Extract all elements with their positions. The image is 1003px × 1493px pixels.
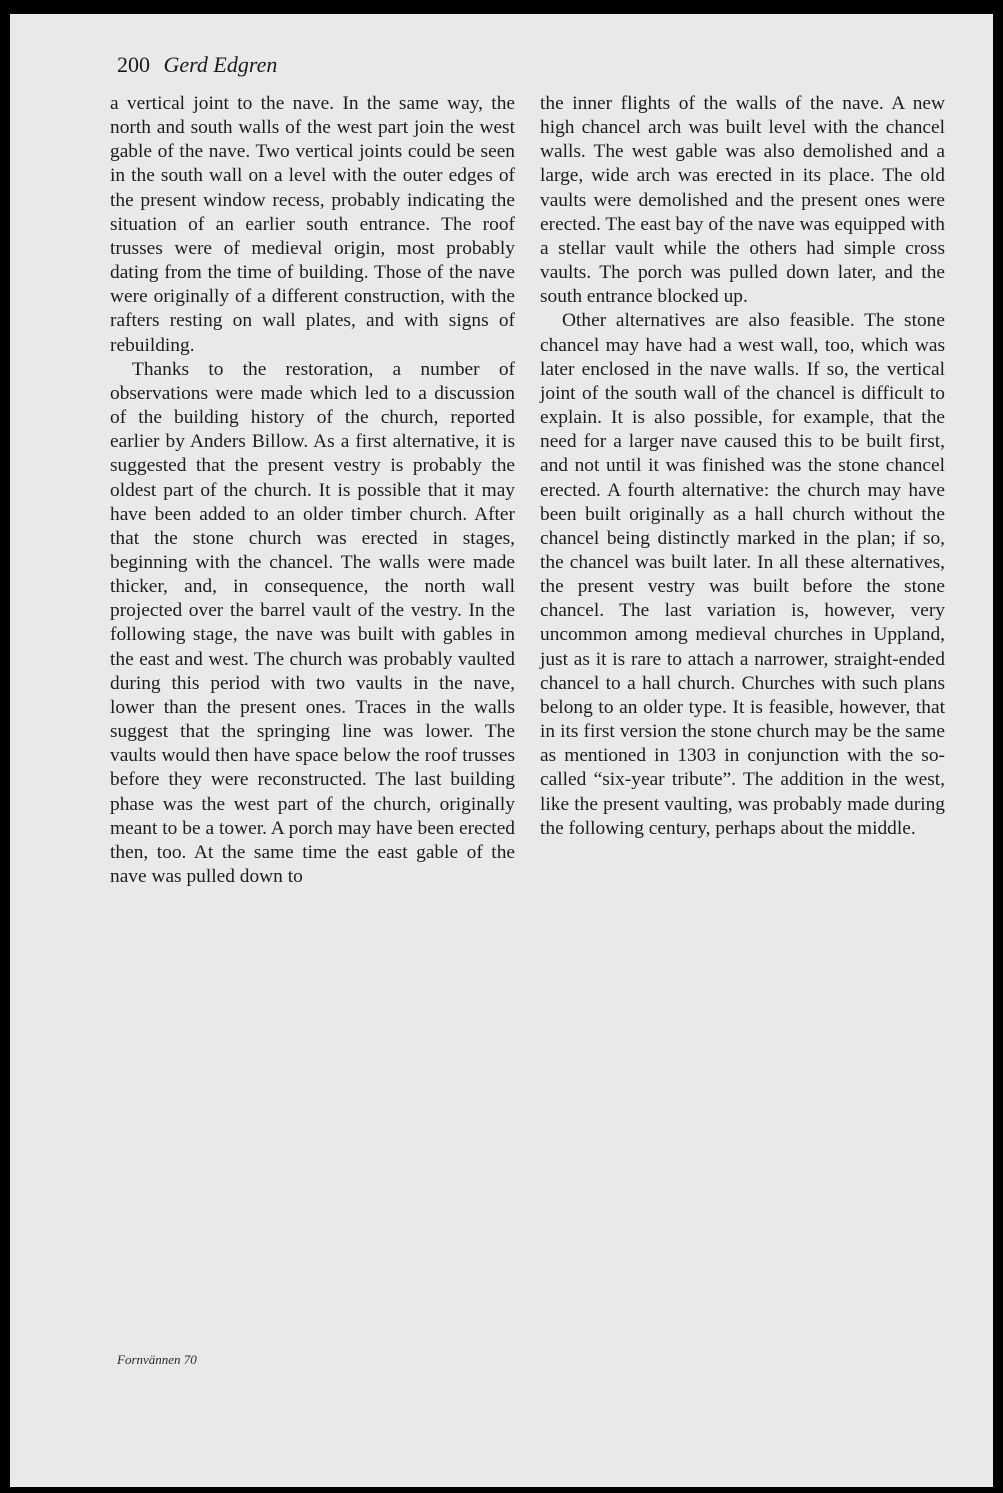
paragraph: Thanks to the restoration, a number of observations were made which led to a discussion of the building history of the church, reported earlier by Anders Billow. As a first alternative, it is suggested that the present vestry is probably the oldest part of the church. It is possible that it may have been added to an older timber church. After that the stone church was erected in stages, beginning with the chancel. The walls were made thicker, and, in consequence, the north wall projected over the barrel vault of the vestry. In the following stage, the nave was built with gables in the east and west. The church was probably vaulted during this period with two vaults in the nave, lower than the present ones. Traces in the walls suggest that the springing line was lower. The vaults would then have space below the roof trusses before they were reconstructed. The last building phase was the west part of the church, originally meant to be a tower. A porch may have been erected then, too. At the same time the east gable of the nave was pulled down to bbox=[110, 358, 515, 887]
author-name: Gerd Edgren bbox=[163, 52, 278, 77]
journal-footer: Fornvännen 70 bbox=[117, 1352, 197, 1367]
right-column bbox=[540, 92, 945, 841]
paragraph: the inner flights of the walls of the nave. A new high chancel arch was built level with the chancel walls. The west gable was also demolished and a large, wide arch was erected in its place. The old vaults were demolished and the present ones were erected. The east bay of the nave was equipped with a stellar vault while the others had simple cross vaults. The porch was pulled down later, and the south entrance blocked up. bbox=[540, 93, 945, 308]
paragraph: a vertical joint to the nave. In the same way, the north and south walls of the west part join the west gable of the nave. Two vertical joints could be seen in the south wall on a level with the outer edges of the present window recess, probably indicating the situation of an earlier south entrance. The roof trusses were of medieval origin, most probably dating from the time of building. Those of the nave were originally of a different construction, with the rafters resting on wall plates, and with signs of rebuilding. bbox=[110, 93, 515, 356]
document-page bbox=[10, 14, 993, 1487]
page-number: 200 bbox=[117, 52, 150, 77]
paragraph: Other alternatives are also feasible. The stone chancel may have had a west wall, too, which was later enclosed in the nave walls. If so, the vertical joint of the south wall of the chancel is difficult to explain. It is also possible, for example, that the need for a larger nave caused this to be built first, and not until it was finished was the stone chancel erected. A fourth alternative: the church may have been built originally as a hall church without the chancel being distinctly marked in the plan; if so, the chancel was built later. In all these alternatives, the present vestry was built before the stone chancel. The last variation is, however, very uncommon among medieval churches in Uppland, just as it is rare to attach a narrower, straight-ended chancel to a hall church. Churches with such plans belong to an older type. It is feasible, however, that in its first version the stone church may be the same as mentioned in 1303 in conjunction with the so-called “six-year tribute”. The addition in the west, like the present vaulting, was probably made during the following century, perhaps about the middle. bbox=[540, 310, 945, 839]
left-column bbox=[110, 92, 515, 889]
running-head bbox=[117, 52, 277, 78]
